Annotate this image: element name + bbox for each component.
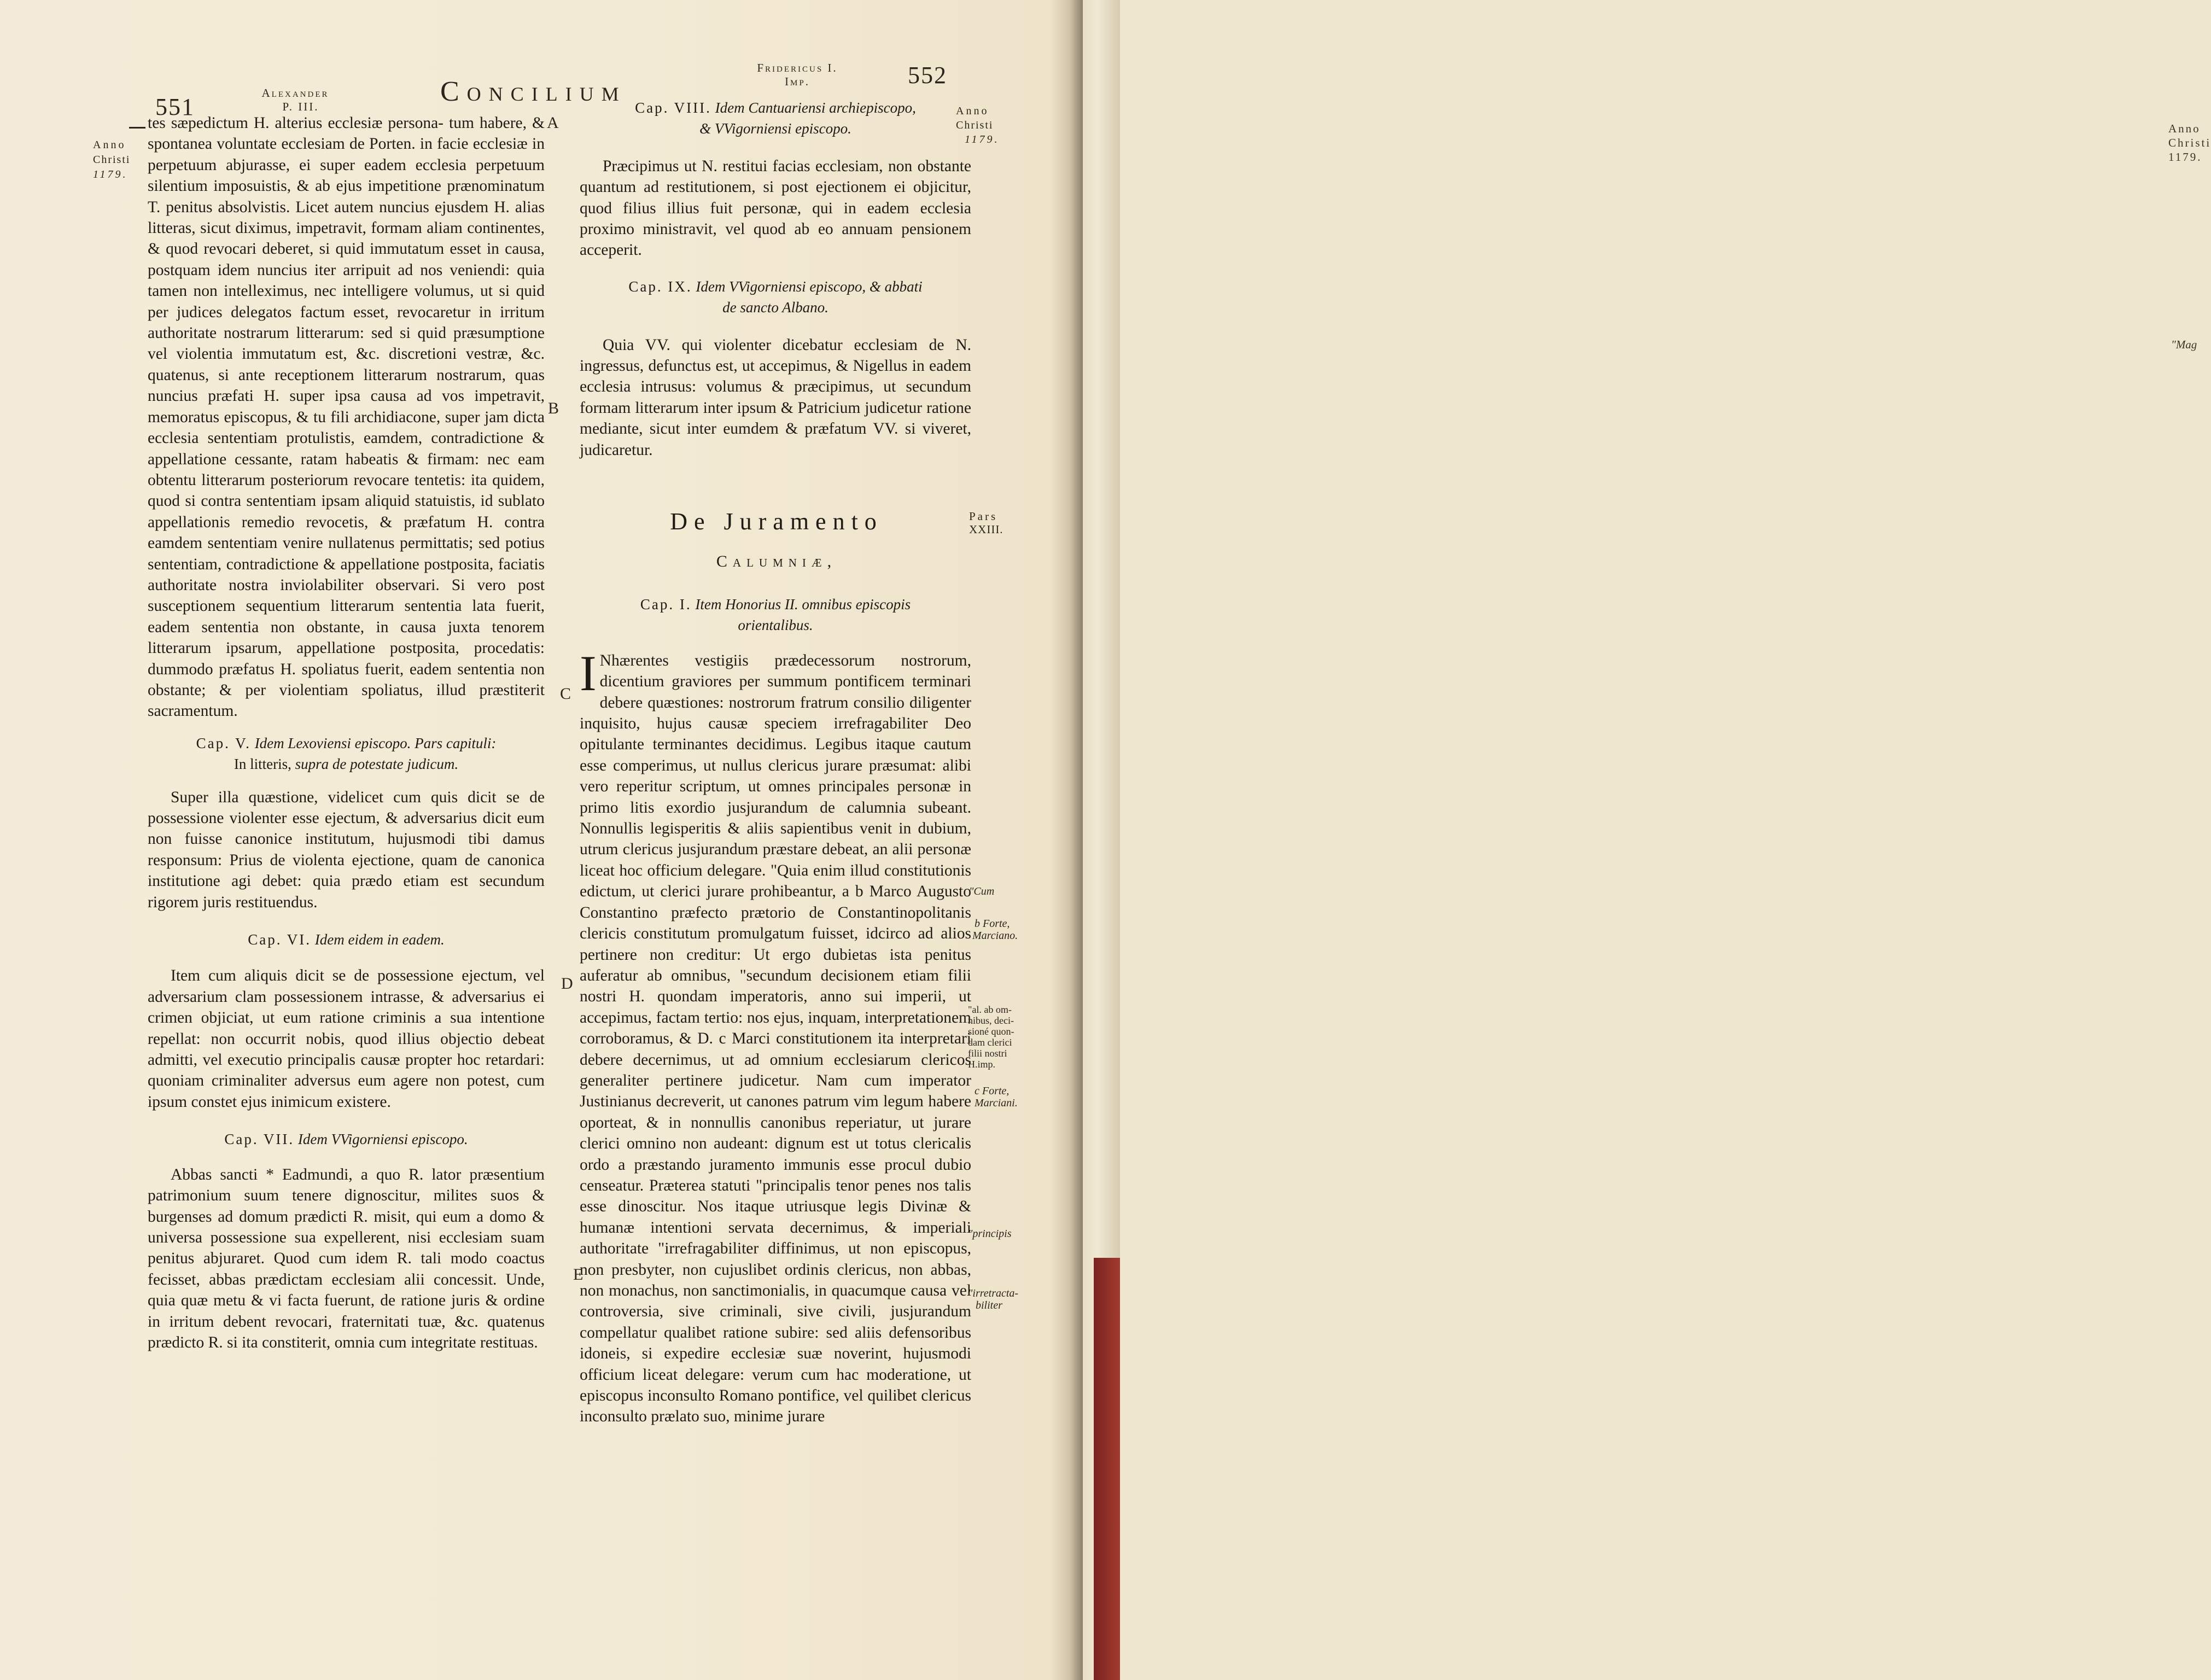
left-running-head <box>241 86 350 114</box>
margin-note-principis: "principis <box>968 1228 1012 1240</box>
right-margin-christi: Christi <box>956 119 994 131</box>
margin-note-al-line4: dam clerici <box>968 1037 1012 1048</box>
cap-6-heading <box>148 929 545 950</box>
right-margin-anno: Anno <box>956 105 989 117</box>
cap-1-heading <box>580 594 971 636</box>
next-page-year: 1179. <box>2168 150 2202 164</box>
left-running-head-line2: P. III. <box>282 100 319 113</box>
cap-5-reference-italic: supra de potestate judicum. <box>295 756 459 773</box>
left-page-number: 551 <box>155 94 195 120</box>
cap-9-number: Cap. IX. <box>628 278 692 295</box>
section-letter-b: B <box>548 399 559 417</box>
left-margin-year-note <box>93 138 130 182</box>
cap-8-rubric-line1: Idem Cantuariensi archiepiscopo, <box>715 100 916 116</box>
margin-note-c <box>975 1085 1018 1109</box>
cap-7-number: Cap. VII. <box>224 1131 295 1148</box>
right-column-bottom <box>580 594 971 1427</box>
section-subtitle: Calumniæ, <box>716 552 837 570</box>
cap-1-number: Cap. I. <box>640 596 692 612</box>
margin-note-b-line1: b Forte, <box>975 918 1010 930</box>
right-running-head <box>732 61 863 89</box>
margin-note-al <box>968 1004 1014 1070</box>
margin-note-c-line2: Marciani. <box>975 1097 1018 1109</box>
left-margin-year: 1179. <box>93 168 128 180</box>
margin-note-al-line3: sioné quon- <box>968 1026 1014 1037</box>
left-running-head-line1: Alexander <box>261 86 329 100</box>
margin-note-b <box>972 918 1018 942</box>
cap-8-heading <box>580 97 971 139</box>
next-page-christi-label: Christi <box>2168 136 2211 149</box>
margin-note-al-line2: nibus, deci- <box>968 1015 1014 1026</box>
left-col-paragraph-1: tes sæpedictum H. alterius ecclesiæ persona- tum habere, & spontanea voluntate ecclesiam de Porten. in facie ecclesiæ in perpetuum abjurasse, ei super eadem ecclesia perpetuum silentium imposuistis, & ab ejus impetitione prænominatum T. penitus absolvistis. Licet autem nuncius ejusdem H. alias litteras, sicut diximus, impetravit, formam aliam continentes, & quod revocari deberet, si quid immutatum esset in causa, postquam idem nuncius iter arripuit ad nos veniendi: quia tamen non intelleximus, nec intelligere volumus, ut si quid per judices delegatos factum esset, revocaretur in irritum authoritate nostrarum litterarum: sed si quid præsumptione vel violentia immutatum est, &c. discretioni vestræ, &c. quatenus, si ante receptionem litterarum nostrarum, quas nuncius præfati H. super ipsa causa ad vos impetravit, memoratus episcopus, & tu fili archidiacone, super jam dicta ecclesia sententiam protulistis, eamdem, contradictione & appellatione cessante, ratam habeatis & firmam: nec eam obtentu litterarum posteriorum revocare tentetis: ita quidem, quod si contra sententiam ipsam aliquid statuistis, id sublato appellationis remedio revocetis, & præfatum H. contra eamdem sententiam venire nullatenus permittatis; sed potius sententiam, contradictione & appellatione postposita, faciatis authoritate nostra inviolabiliter observari. Si vero post susceptionem sequentium litterarum sententia lata fuerit, eadem sententia non obstante, in causa juxta tenorem litterarum ipsarum, appellatione postposita, procedatis: dummodo præfatus H. spoliatus fuerit, eadem sententia non obstante; & per violentiam spoliatus, illud præstiterit sacramentum. <box>148 114 545 720</box>
pars-number: XXIII. <box>969 523 1004 536</box>
left-margin-christi: Christi <box>93 154 131 166</box>
cap-8-text: Præcipimus ut N. restitui facias ecclesiam, non obstante quantum ad restitutionem, si post ejectionem ei objicitur, quod filius illius fuit personæ, qui in eadem ecclesia proximo ministravit, vel quod ab eo annuam pensionem acceperit. <box>580 157 971 259</box>
next-page-anno <box>2168 121 2211 164</box>
cap-1-rubric-line1: Item Honorius II. omnibus episcopis <box>695 596 911 612</box>
cap-5-reference: In litteris, <box>234 756 291 773</box>
cap-6-number: Cap. VI. <box>248 931 312 948</box>
cap-5-number: Cap. V. <box>196 734 251 751</box>
section-letter-c: C <box>560 685 571 703</box>
right-running-head-line2: Imp. <box>785 75 810 88</box>
running-title: Concilium <box>440 76 627 107</box>
cap-7-rubric: Idem VVigorniensi episcopo. <box>297 1131 468 1148</box>
cap-5-heading <box>148 733 545 775</box>
cap-1-text: Nhærentes vestigiis prædecessorum nostrorum, dicentium graviores per summum pontificem terminari debere quæstiones: nostrorum fratrum consilio diligenter inquisito, hujus causæ speciem irrefragabiliter Deo opitulante terminantes decidimus. Legibus itaque cautum esse comperimus, ut nullus clericus jurare præsumat: alibi vero reperitur scriptum, ut omnes principales personæ in primo litis exordio jusjurandum de calumnia subeant. Nonnullis legisperitis & aliis sapientibus venit in dubium, utrum clericus jusjurandum præstare debeat, an alii personæ liceat hoc officium delegare. "Quia enim illud constitutionis edictum, ut clerici jurare prohibeantur, a b Marco Augusto Constantino præfecto prætorio de Constantinopolitanis clericis constitutum promulgatum fuisset, idcirco ad alios pertinere non creditur: Ut ergo dubietas ista penitus auferatur ab omnibus, "secundum decisionem etiam filii nostri H. quondam imperatoris, anno sui imperii, ut accepimus, factam tertio: nos ejus, inquam, interpretationem corroboramus, & D. c Marci constitutionem ita interpretari debere decernimus, ut ad omnium ecclesiarum clericos generaliter pertinere judicetur. Nam cum imperator Justinianus decreverit, ut canones patrum vim legum habere oporteat, & in nonnullis canonibus reperiatur, ut jurare clerici omnino non audeant: dignum est ut totus clericalis ordo a præstando juramento immunis esse procul dubio censeatur. Præterea statuti "principalis tenor penes nos talis esse dinoscitur. Nos itaque utriusque legis Divinæ & humanæ intentioni servata decernimus, & imperiali authoritate "irrefragabiliter diffinimus, ut non episcopus, non presbyter, non cujuslibet ordinis clericus, non abbas, non monachus, non sanctimonialis, in quacumque causa vel controversia, sive criminali, sive civili, jusjurandum compellatur qualibet ratione subire: sed aliis defensoribus idoneis, si expedire ecclesiæ suæ noverint, hujusmodi officium liceat delegare: verum cum hac moderatione, ut episcopus inconsulto Romano pontifice, vel quilibet clericus inconsulto prælato suo, minime jurare <box>580 651 971 1426</box>
right-margin-year-note <box>956 104 1000 147</box>
cap-6-text: Item cum aliquis dicit se de possessione ejectum, vel adversarium clam possessionem intrasse, & adversarius ei crimen objiciat, ut eum ratione criminis a sua intentione repellat: non occurrit nobis, quod illius objectio debeat admitti, vel executio principalis causæ propter hoc retardari: quoniam criminaliter adversus eum agere non potest, cum ipsum constet ejus inimicum existere. <box>148 967 545 1111</box>
left-margin-anno: Anno <box>93 139 126 151</box>
margin-note-irretractabiliter <box>968 1287 1018 1311</box>
margin-note-c-line1: c Forte, <box>975 1085 1010 1097</box>
right-column-top <box>580 97 971 460</box>
cap-8-rubric-line2: & VVigorniensi episcopo. <box>699 120 851 137</box>
pars-note <box>969 510 1004 536</box>
cap-5-text: Super illa quæstione, videlicet cum quis dicit se de possessione violenter esse ejectum, & adversarius dicit eum non fuisse canonice institutum, hujusmodi tibi damus responsum: Prius de violenta ejectione, quam de canonica institutione agi debet: quia prædo etiam est secundum rigorem juris restituendus. <box>148 788 545 911</box>
section-title: De Juramento <box>670 508 883 535</box>
cap-1-rubric-line2: orientalibus. <box>738 617 813 634</box>
next-page-anno-label: Anno <box>2168 122 2201 135</box>
cap-6-rubric: Idem eidem in eadem. <box>314 931 445 948</box>
margin-note-irretract-line1: "irretracta- <box>968 1287 1019 1299</box>
drop-cap: I <box>580 645 597 701</box>
right-margin-year: 1179. <box>965 133 1000 145</box>
margin-note-al-line1: "al. ab om- <box>968 1004 1012 1015</box>
next-page-note: "Mag <box>2171 338 2197 351</box>
cap-7-text: Abbas sancti * Eadmundi, a quo R. lator præsentium patrimonium suum tenere dignoscitur, milites suos & burgenses ad domum prædicti R. misit, qui eum a domo & universa possessione sua expellerent, nisi ecclesiam suam penitus abjuraret. Quod cum idem R. tali modo coactus fecisset, abbas prædictam ecclesiam alii concessit. Unde, quia quæ metu & vi facta fuerunt, de ratione juris & ordine in irritum debent revocari, fraternitati tuæ, &c. quatenus prædicto R. si ita constiterit, omnia cum integritate restituas. <box>148 1165 545 1351</box>
cap-1-text-block <box>580 645 971 1427</box>
right-page-number: 552 <box>908 62 947 89</box>
margin-note-irretract-line2: biliter <box>976 1299 1002 1311</box>
right-running-head-line1: Fridericus I. <box>757 61 838 74</box>
pars-label: Pars <box>969 510 998 523</box>
margin-note-al-line6: H.imp. <box>968 1059 996 1070</box>
margin-note-b-line2: Marciano. <box>972 930 1018 942</box>
red-cover-edge <box>1094 1258 1120 1680</box>
section-letter-d: D <box>561 975 573 993</box>
section-letter-a: A <box>547 114 559 132</box>
left-column <box>148 113 545 1353</box>
cap-9-heading <box>580 276 971 318</box>
section-letter-e: E <box>573 1265 584 1284</box>
cap-9-rubric-line2: de sancto Albano. <box>722 299 829 316</box>
cap-9-rubric-line1: Idem VVigorniensi episcopo, & abbati <box>696 278 923 295</box>
cap-5-rubric: Idem Lexoviensi episcopo. Pars capituli: <box>254 734 497 751</box>
margin-note-cum: "Cum <box>969 885 995 897</box>
cap-9-text: Quia VV. qui violenter dicebatur ecclesiam de N. ingressus, defunctus est, ut accepimus, & Nigellus in eadem ecclesia intrusus: volumus & præcipimus, ut secundum formam litterarum inter ipsum & Patricium judicetur ratione mediante, sicut inter eumdem & præfatum VV. si viveret, judicaretur. <box>580 336 971 459</box>
cap-7-heading <box>148 1129 545 1150</box>
page-gutter-shadow <box>1050 0 1083 1680</box>
margin-note-al-line5: filii nostri <box>968 1048 1007 1059</box>
cap-8-number: Cap. VIII. <box>635 100 711 116</box>
left-margin-dash <box>129 127 145 129</box>
